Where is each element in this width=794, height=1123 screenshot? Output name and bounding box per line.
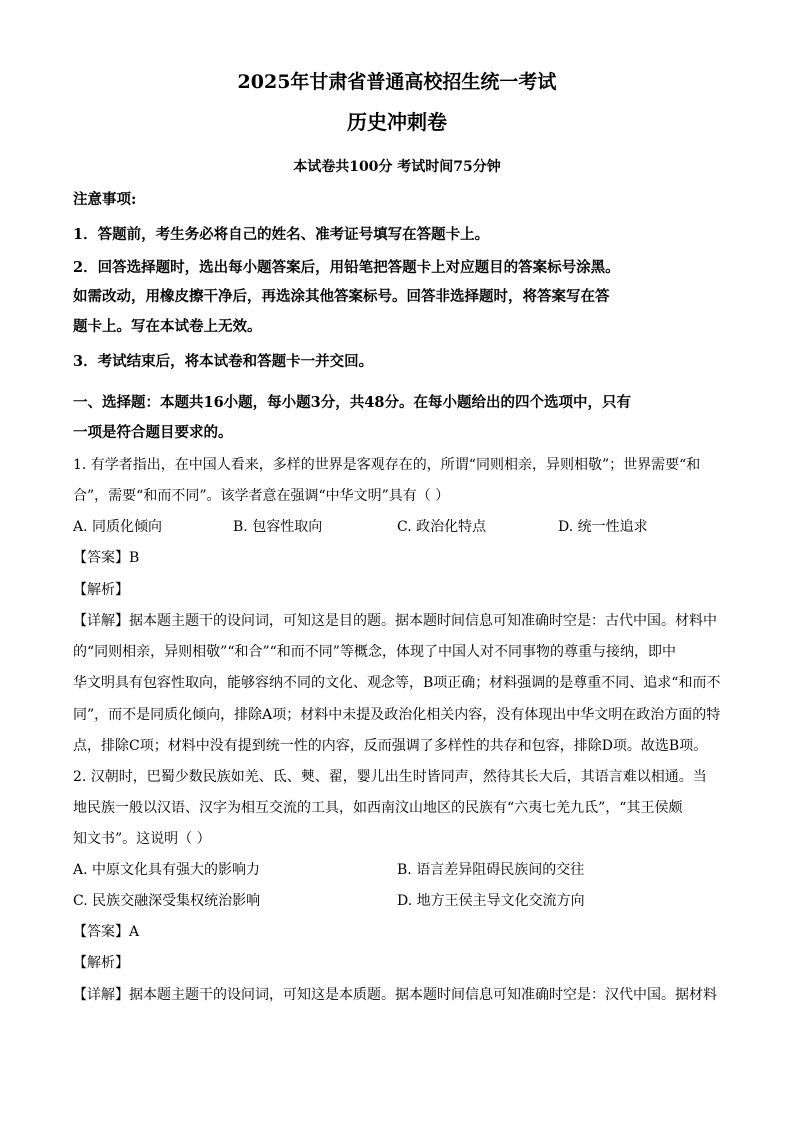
- notice-item: 3．考试结束后，将本试卷和答题卡一并交回。: [73, 353, 374, 370]
- q2-stem: 知文书”。这说明（ ）: [73, 831, 211, 847]
- q1-detail: 同”，而不是同质化倾向，排除A项；材料中未提及政治化相关内容，没有体现出中华文明在政治方面的特: [73, 707, 721, 723]
- q2-stem: 地民族一般以汉语、汉字为相互交流的工具，如西南汶山地区的民族有“六夷七羌九氐”，“其王侯颇: [73, 800, 683, 816]
- notice-heading: 注意事项:: [73, 191, 137, 208]
- exam-title: 2025年甘肃省普通高校招生统一考试: [237, 71, 557, 93]
- q2-analysis-label: 【解析】: [73, 955, 129, 971]
- q2-detail: 【详解】据本题主题干的设问词，可知这是本质题。据本题时间信息可知准确时空是：汉代中国。据材料: [73, 987, 717, 1003]
- section-heading: 一、选择题：本题共16小题，每小题3分，共48分。在每小题给出的四个选项中，只有: [73, 394, 631, 411]
- q1-stem: 合”，需要“和而不同”。该学者意在强调“中华文明”具有（ ）: [73, 488, 450, 504]
- exam-info: 本试卷共100分 考试时间75分钟: [293, 159, 501, 175]
- notice-item: 1．答题前，考生务必将自己的姓名、准考证号填写在答题卡上。: [73, 226, 490, 243]
- section-heading-cont: 一项是符合题目要求的。: [73, 424, 233, 441]
- q1-analysis-label: 【解析】: [73, 582, 129, 598]
- notice-item: 题卡上。写在本试卷上无效。: [73, 318, 262, 335]
- q2-option-c: C. 民族交融深受集权统治影响: [73, 893, 261, 909]
- q1-detail: 点，排除C项；材料中没有提到统一性的内容，反而强调了多样性的共存和包容，排除D项。故选B项。: [73, 738, 708, 754]
- exam-subtitle: 历史冲刺卷: [347, 110, 447, 134]
- q1-answer: 【答案】B: [73, 550, 140, 566]
- q2-stem: 2. 汉朝时，巴蜀少数民族如羌、氐、僰、翟，婴儿出生时皆同声，然待其长大后，其语言难以相通。当: [73, 769, 707, 785]
- q1-detail: 华文明具有包容性取向，能够容纳不同的文化、观念等，B项正确；材料强调的是尊重不同、追求“和而不: [73, 675, 721, 691]
- q2-option-a: A. 中原文化具有强大的影响力: [73, 862, 261, 878]
- q1-detail: 的“同则相亲，异则相敬”“和合”“和而不同”等概念，体现了中国人对不同事物的尊重与接纳，即中: [73, 644, 676, 660]
- q2-option-d: D. 地方王侯主导文化交流方向: [397, 893, 585, 909]
- q1-option-c: C. 政治化特点: [397, 519, 487, 535]
- notice-item: 2．回答选择题时，选出每小题答案后，用铅笔把答题卡上对应题目的答案标号涂黑。: [73, 259, 620, 276]
- q1-stem: 1. 有学者指出，在中国人看来，多样的世界是客观存在的，所谓“同则相亲，异则相敬”；世界需要“和: [73, 457, 701, 473]
- q1-option-b: B. 包容性取向: [233, 519, 323, 535]
- q2-answer: 【答案】A: [73, 924, 140, 940]
- q1-option-a: A. 同质化倾向: [73, 519, 163, 535]
- q2-option-b: B. 语言差异阻碍民族间的交往: [397, 862, 585, 878]
- notice-item: 如需改动，用橡皮擦干净后，再选涂其他答案标号。回答非选择题时，将答案写在答: [73, 288, 610, 305]
- q1-detail: 【详解】据本题主题干的设问词，可知这是目的题。据本题时间信息可知准确时空是：古代中国。材料中: [73, 613, 717, 629]
- q1-option-d: D. 统一性追求: [558, 519, 648, 535]
